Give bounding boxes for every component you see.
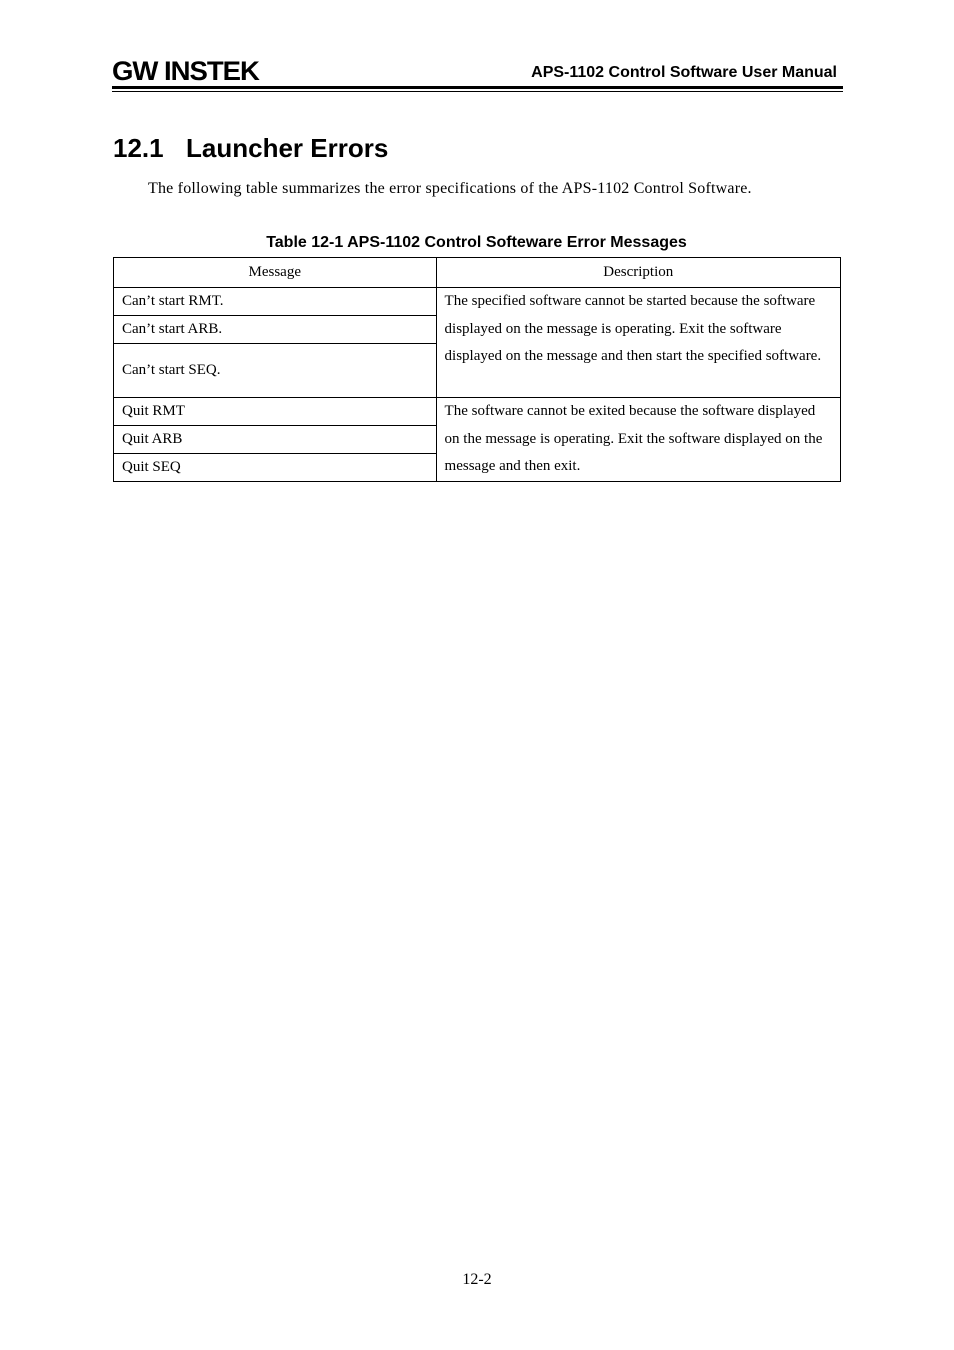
header-rule-thin [112,91,843,92]
table-header-row [114,258,841,288]
message-cell: Can’t start RMT. [114,288,437,316]
column-header-description: Description [436,258,840,288]
message-cell: Can’t start ARB. [114,316,437,344]
manual-title: APS-1102 Control Software User Manual [531,64,837,81]
table-row [114,288,841,316]
section-heading [113,133,388,164]
description-cell: The specified software cannot be started because the software displayed on the message is operating. Exit the software displayed on the message and then start the specified software. [436,288,840,398]
page-number: 12-2 [462,1271,492,1288]
message-cell: Quit SEQ [114,454,437,482]
header-rule-thick [112,86,843,89]
message-cell: Quit RMT [114,398,437,426]
gw-instek-logo: GW INSTEK [112,56,259,86]
description-cell: The software cannot be exited because the software displayed on the message is operating. Exit the software displayed on the message and then exit. [436,398,840,482]
message-cell: Quit ARB [114,426,437,454]
table-row [114,398,841,426]
message-cell: Can’t start SEQ. [114,344,437,398]
table-caption: Table 12-1 APS-1102 Control Softeware Error Messages [266,234,687,251]
page-header [112,54,843,92]
intro-paragraph: The following table summarizes the error specifications of the APS-1102 Control Software. [148,180,752,197]
column-header-message: Message [114,258,437,288]
section-title: Launcher Errors [186,133,389,163]
section-number: 12.1 [113,133,164,163]
error-messages-table [113,257,841,482]
